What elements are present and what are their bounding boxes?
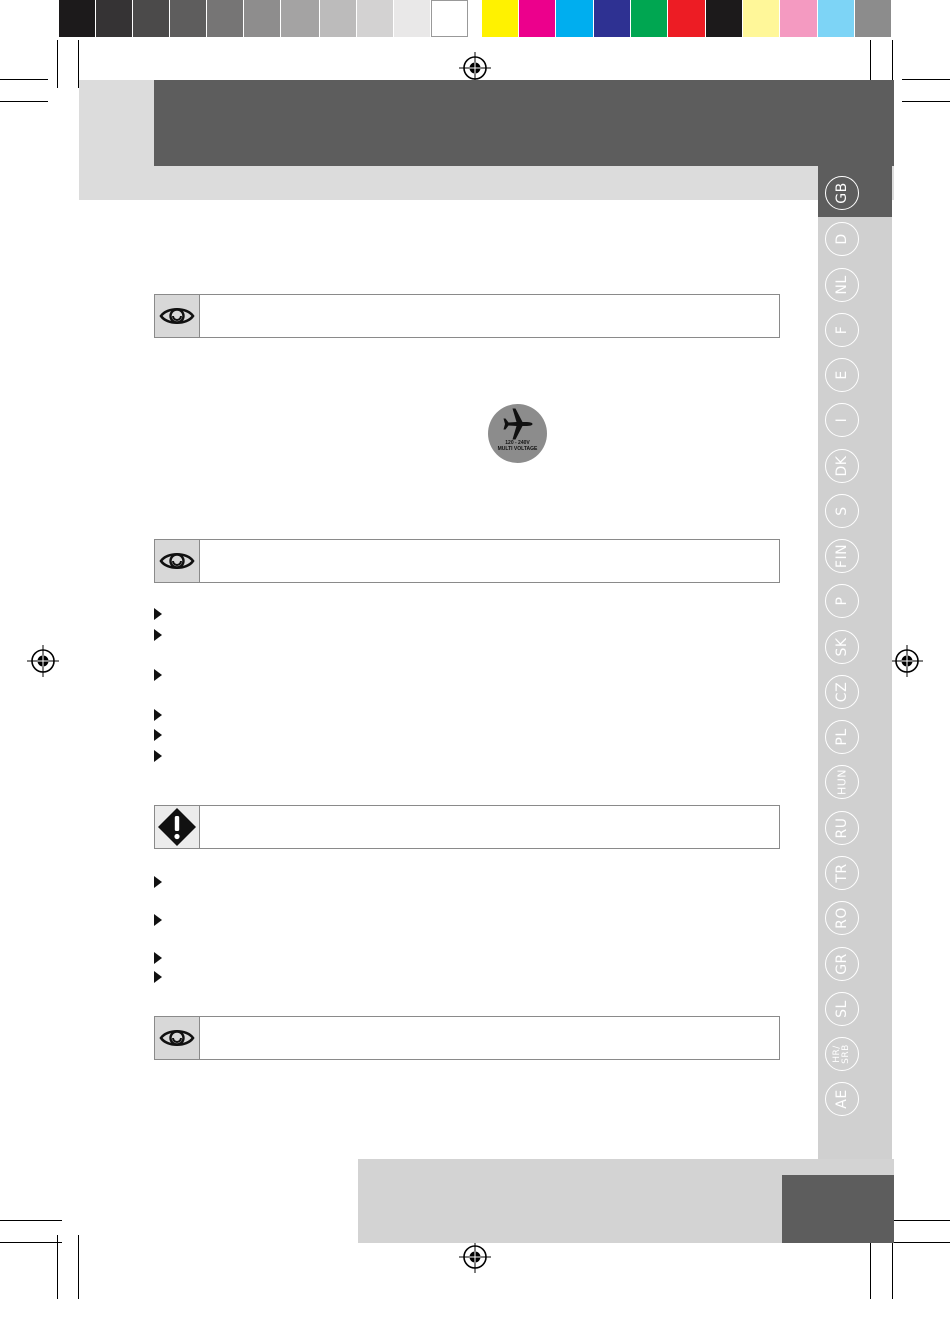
gray-swatch-1 xyxy=(59,0,95,37)
language-tab-p[interactable] xyxy=(825,584,859,618)
language-tab-ro[interactable] xyxy=(825,901,859,935)
language-tab-label: S xyxy=(834,506,850,516)
bullet-arrow-icon xyxy=(154,876,162,888)
registration-mark-icon xyxy=(459,1241,491,1273)
bullet-arrow-icon xyxy=(154,709,162,721)
color-swatch-magenta xyxy=(519,0,555,37)
color-swatch-green xyxy=(631,0,667,37)
language-tab-d[interactable] xyxy=(825,222,859,256)
language-tab-label: E xyxy=(834,370,850,380)
multi-voltage-badge xyxy=(488,404,547,463)
color-swatch-yellow xyxy=(482,0,518,37)
language-tab-label: HR/ SRB xyxy=(832,1044,851,1064)
bullet-arrow-icon xyxy=(154,971,162,983)
crop-mark xyxy=(0,1242,62,1243)
language-tab-fin[interactable] xyxy=(825,539,859,573)
gray-swatch-8 xyxy=(320,0,356,37)
gray-swatch-7 xyxy=(281,0,319,37)
gray-swatch-9 xyxy=(357,0,393,37)
airplane-icon xyxy=(500,408,535,440)
info-box-icon-cell xyxy=(155,540,200,582)
language-tab-gb[interactable] xyxy=(825,176,859,210)
language-tab-label: P xyxy=(834,596,850,606)
color-swatch-gray xyxy=(855,0,891,37)
bullet-arrow-icon xyxy=(154,608,162,620)
language-tab-label: F xyxy=(834,325,850,335)
crop-mark xyxy=(78,1235,79,1299)
language-tab-label: AE xyxy=(834,1089,850,1109)
language-tab-f[interactable] xyxy=(825,313,859,347)
language-tab-sk[interactable] xyxy=(825,630,859,664)
bullet-arrow-icon xyxy=(154,952,162,964)
language-tab-label: I xyxy=(834,417,850,423)
eye-icon xyxy=(155,1017,199,1059)
warning-box xyxy=(154,805,780,849)
language-tab-label: SK xyxy=(834,637,850,657)
language-tab-hun[interactable] xyxy=(825,765,859,799)
crop-mark xyxy=(902,101,950,102)
language-tab-pl[interactable] xyxy=(825,720,859,754)
gray-swatch-4 xyxy=(170,0,206,37)
language-tab-tr[interactable] xyxy=(825,856,859,890)
language-tab-label: TR xyxy=(834,863,850,883)
language-tab-i[interactable] xyxy=(825,403,859,437)
crop-mark xyxy=(57,40,58,88)
language-tab-dk[interactable] xyxy=(825,449,859,483)
info-box xyxy=(154,294,780,338)
language-tab-cz[interactable] xyxy=(825,675,859,709)
bullet-arrow-icon xyxy=(154,914,162,926)
language-tab-label: DK xyxy=(834,455,850,477)
language-tab-label: D xyxy=(834,233,850,245)
color-swatch-blue xyxy=(594,0,630,37)
language-tab-label: GR xyxy=(834,953,850,975)
language-tab-label: PL xyxy=(834,728,850,746)
gray-swatch-11 xyxy=(431,0,468,37)
info-box-icon-cell xyxy=(155,295,200,337)
color-swatch-light-cyan xyxy=(818,0,854,37)
crop-mark xyxy=(888,1242,950,1243)
language-tab-label: FIN xyxy=(834,543,850,569)
header-band-dark xyxy=(154,80,894,166)
crop-mark xyxy=(870,1235,871,1299)
language-tab-nl[interactable] xyxy=(825,268,859,302)
color-swatch-red xyxy=(668,0,705,37)
language-tab-gr[interactable] xyxy=(825,947,859,981)
badge-label-text: MULTI VOLTAGE xyxy=(497,446,538,452)
gray-swatch-3 xyxy=(133,0,169,37)
language-tab-label: HUN xyxy=(835,768,849,796)
gray-swatch-10 xyxy=(394,0,430,37)
color-swatch-cyan xyxy=(556,0,593,37)
crop-mark xyxy=(888,1220,950,1221)
color-swatch-light-yellow xyxy=(743,0,779,37)
warning-box-icon-cell xyxy=(155,806,200,848)
eye-icon xyxy=(155,295,199,337)
info-box-icon-cell xyxy=(155,1017,200,1059)
gray-swatch-6 xyxy=(244,0,280,37)
crop-mark xyxy=(892,1235,893,1299)
bullet-arrow-icon xyxy=(154,729,162,741)
language-tab-label: RU xyxy=(834,817,850,839)
eye-icon xyxy=(155,540,199,582)
bullet-arrow-icon xyxy=(154,629,162,641)
registration-mark-icon xyxy=(891,645,923,677)
language-tab-e[interactable] xyxy=(825,358,859,392)
info-box xyxy=(154,539,780,583)
language-tab-hr-srb[interactable] xyxy=(825,1037,859,1071)
language-tab-label: NL xyxy=(834,275,850,295)
language-tab-ae[interactable] xyxy=(825,1082,859,1116)
crop-mark xyxy=(57,1235,58,1299)
language-tab-s[interactable] xyxy=(825,494,859,528)
warning-diamond-icon xyxy=(155,806,199,848)
color-swatch-black xyxy=(706,0,742,37)
badge-voltage-text: 120 - 240V xyxy=(505,440,530,446)
bullet-arrow-icon xyxy=(154,669,162,681)
registration-mark-icon xyxy=(27,645,59,677)
gray-swatch-2 xyxy=(96,0,132,37)
crop-mark xyxy=(0,1220,62,1221)
page-number xyxy=(782,1175,894,1243)
crop-mark xyxy=(0,101,48,102)
crop-mark xyxy=(0,79,48,80)
gray-swatch-5 xyxy=(207,0,243,37)
color-swatch-pink xyxy=(780,0,817,37)
bullet-arrow-icon xyxy=(154,750,162,762)
crop-mark xyxy=(902,79,950,80)
language-tab-label: GB xyxy=(834,182,850,204)
language-tab-label: RO xyxy=(834,907,850,929)
language-tab-ru[interactable] xyxy=(825,811,859,845)
language-tab-sl[interactable] xyxy=(825,992,859,1026)
language-tab-label: SL xyxy=(834,1000,850,1018)
info-box xyxy=(154,1016,780,1060)
language-tab-label: CZ xyxy=(834,681,850,703)
